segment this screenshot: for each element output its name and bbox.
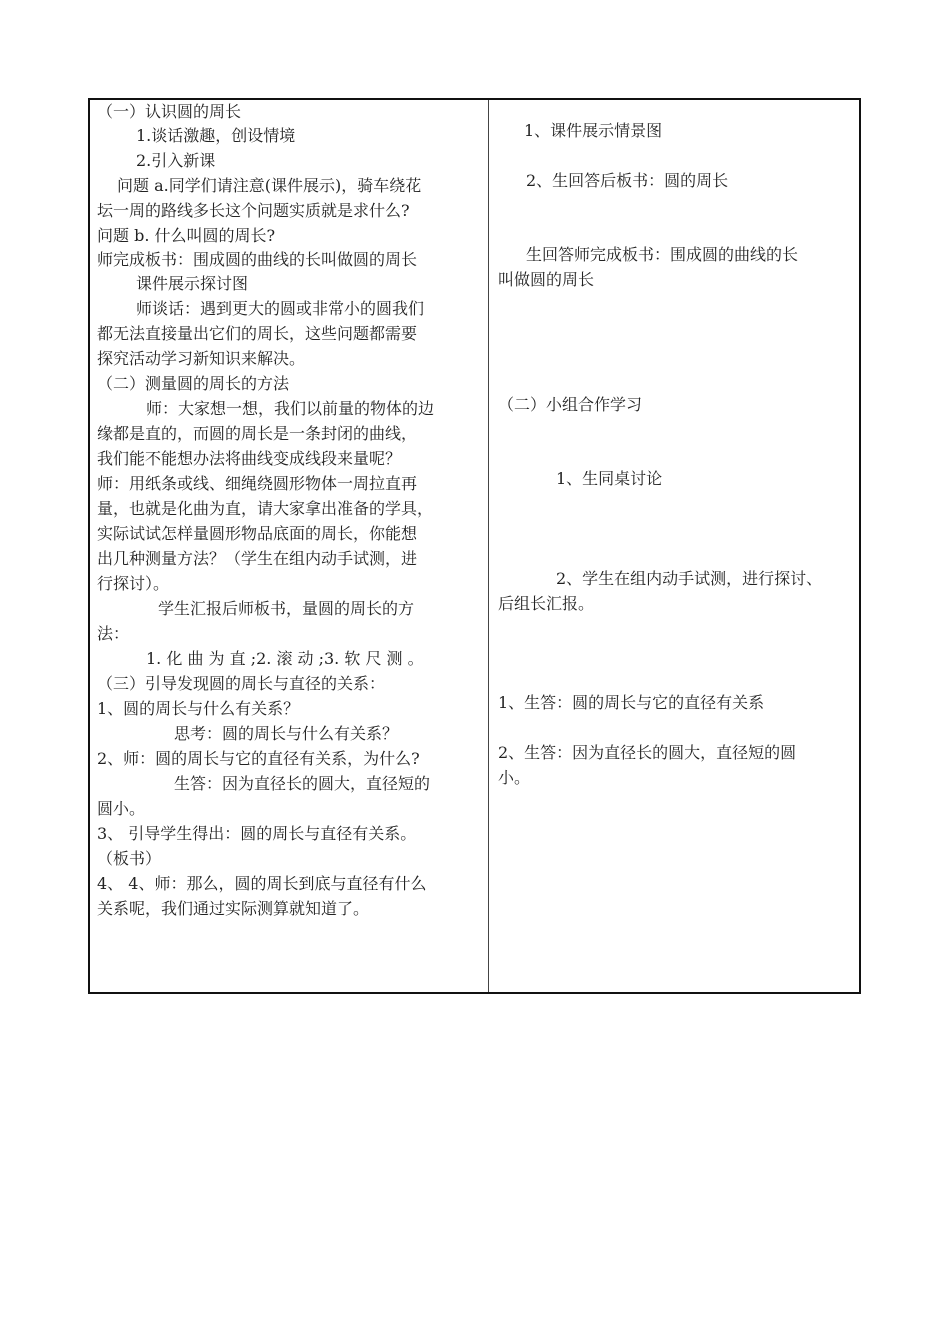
text-line: 1、生答：圆的周长与它的直径有关系 bbox=[498, 693, 765, 712]
text-line: 2、学生在组内动手试测，进行探讨、 bbox=[556, 569, 823, 588]
text-line: 量，也就是化曲为直，请大家拿出准备的学具， bbox=[97, 499, 434, 518]
text-line: 问题 b. 什么叫圆的周长? bbox=[97, 226, 276, 245]
text-line: 缘都是直的，而圆的周长是一条封闭的曲线， bbox=[97, 424, 418, 443]
text-line: 师完成板书：围成圆的曲线的长叫做圆的周长 bbox=[97, 250, 418, 269]
text-line: 小。 bbox=[498, 768, 531, 787]
text-line: 法： bbox=[97, 624, 130, 643]
text-line: 2、生答：因为直径长的圆大，直径短的圆 bbox=[498, 743, 797, 762]
text-line: 4、 4、师：那么，圆的周长到底与直径有什么 bbox=[97, 874, 427, 893]
text-line: 生答：因为直径长的圆大，直径短的 bbox=[174, 774, 431, 793]
text-line: 圆小。 bbox=[97, 799, 146, 818]
text-line: 思考：圆的周长与什么有关系？ bbox=[174, 724, 399, 743]
text-line: 2、生回答后板书：圆的周长 bbox=[526, 171, 729, 190]
text-line: （板书） bbox=[97, 849, 162, 868]
text-line: 实际试试怎样量圆形物品底面的周长，你能想 bbox=[97, 524, 418, 543]
text-line: 问题 a.同学们请注意(课件展示)，骑车绕花 bbox=[117, 176, 422, 195]
text-line: 行探讨）。 bbox=[97, 574, 170, 593]
text-line: 1.谈话激趣，创设情境 bbox=[136, 126, 296, 145]
text-line: 都无法直接量出它们的周长，这些问题都需要 bbox=[97, 324, 418, 343]
text-line: 1、圆的周长与什么有关系？ bbox=[97, 699, 300, 718]
section-heading: （二）测量圆的周长的方法 bbox=[97, 374, 290, 393]
text-line: 师：用纸条或线、细绳绕圆形物体一周拉直再 bbox=[97, 474, 418, 493]
section-heading: （三）引导发现圆的周长与直径的关系： bbox=[97, 674, 386, 693]
column-divider bbox=[488, 100, 489, 992]
section-heading: （一）认识圆的周长 bbox=[97, 102, 242, 121]
text-line: 师谈话：遇到更大的圆或非常小的圆我们 bbox=[136, 299, 425, 318]
section-heading: （二）小组合作学习 bbox=[498, 395, 643, 414]
text-line: 关系呢，我们通过实际测算就知道了。 bbox=[97, 899, 370, 918]
text-line: 1、生同桌讨论 bbox=[556, 469, 663, 488]
text-line: 2、师：圆的周长与它的直径有关系，为什么? bbox=[97, 749, 420, 768]
text-line: 2.引入新课 bbox=[136, 151, 216, 170]
text-line: 3、 引导学生得出：圆的周长与直径有关系。 bbox=[97, 824, 417, 843]
text-line: 探究活动学习新知识来解决。 bbox=[97, 349, 306, 368]
text-line: 叫做圆的周长 bbox=[498, 270, 595, 289]
text-line: 坛一周的路线多长这个问题实质就是求什么? bbox=[97, 201, 410, 220]
text-line: 师：大家想一想，我们以前量的物体的边 bbox=[146, 399, 435, 418]
text-line: 学生汇报后师板书，量圆的周长的方 bbox=[158, 599, 415, 618]
text-line: 生回答师完成板书：围成圆的曲线的长 bbox=[526, 245, 799, 264]
text-line: 出几种测量方法？（学生在组内动手试测，进 bbox=[97, 549, 418, 568]
measurement-methods: 1. 化 曲 为 直 ;2. 滚 动 ;3. 软 尺 测 。 bbox=[146, 649, 424, 668]
text-line: 我们能不能想办法将曲线变成线段来量呢？ bbox=[97, 449, 402, 468]
text-line: 1、课件展示情景图 bbox=[524, 121, 663, 140]
text-line: 后组长汇报。 bbox=[498, 594, 595, 613]
text-line: 课件展示探讨图 bbox=[136, 274, 249, 293]
